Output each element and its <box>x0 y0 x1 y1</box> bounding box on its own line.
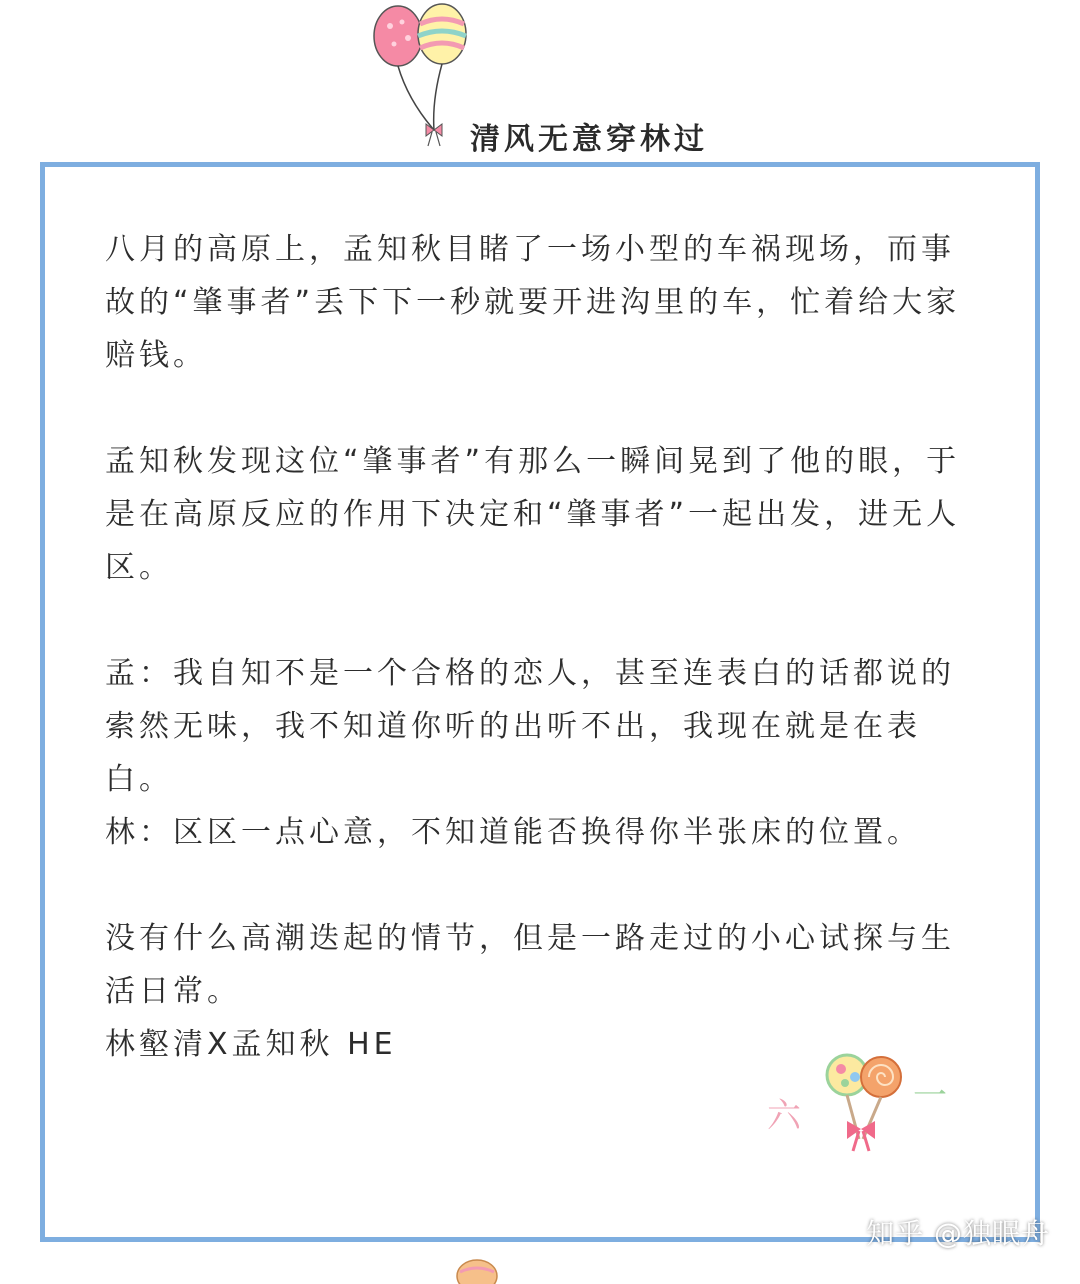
paragraph-1: 八月的高原上，孟知秋目睹了一场小型的车祸现场，而事故的“肇事者”丢下下一秒就要开进沟里的车，忙着给大家赔钱。 <box>105 232 961 373</box>
pink-balloon <box>374 6 422 66</box>
paragraph-3: 孟：我自知不是一个合格的恋人，甚至连表白的话都说的索然无味，我不知道你听的出听不出，我现在就是在表白。 <box>105 656 955 797</box>
paragraph-2: 孟知秋发现这位“肇事者”有那么一瞬间晃到了他的眼，于是在高原反应的作用下决定和“肇事者”一起出发，进无人区。 <box>105 444 961 585</box>
sticker-text-right: 一 <box>913 1076 947 1116</box>
bottom-balloon-peek <box>452 1246 502 1284</box>
lollipop-sticker <box>763 1047 983 1157</box>
paragraph-4: 林：区区一点心意，不知道能否换得你半张床的位置。 <box>105 815 921 850</box>
header-title: 清风无意穿林过 <box>470 122 708 157</box>
paragraph-5: 没有什么高潮迭起的情节，但是一路走过的小心试探与生活日常。 <box>105 921 955 1009</box>
sticker-text-left: 六 <box>767 1096 801 1136</box>
paragraph-6: 林壑清X孟知秋 HE <box>105 1027 397 1062</box>
content-body <box>105 223 985 1071</box>
sticker-bow-icon <box>847 1121 875 1139</box>
content-frame <box>40 162 1040 1242</box>
balloons-illustration <box>368 0 478 150</box>
lollipop-2-icon <box>861 1057 901 1097</box>
watermark: 知乎 @独眠舟 <box>866 1217 1050 1250</box>
